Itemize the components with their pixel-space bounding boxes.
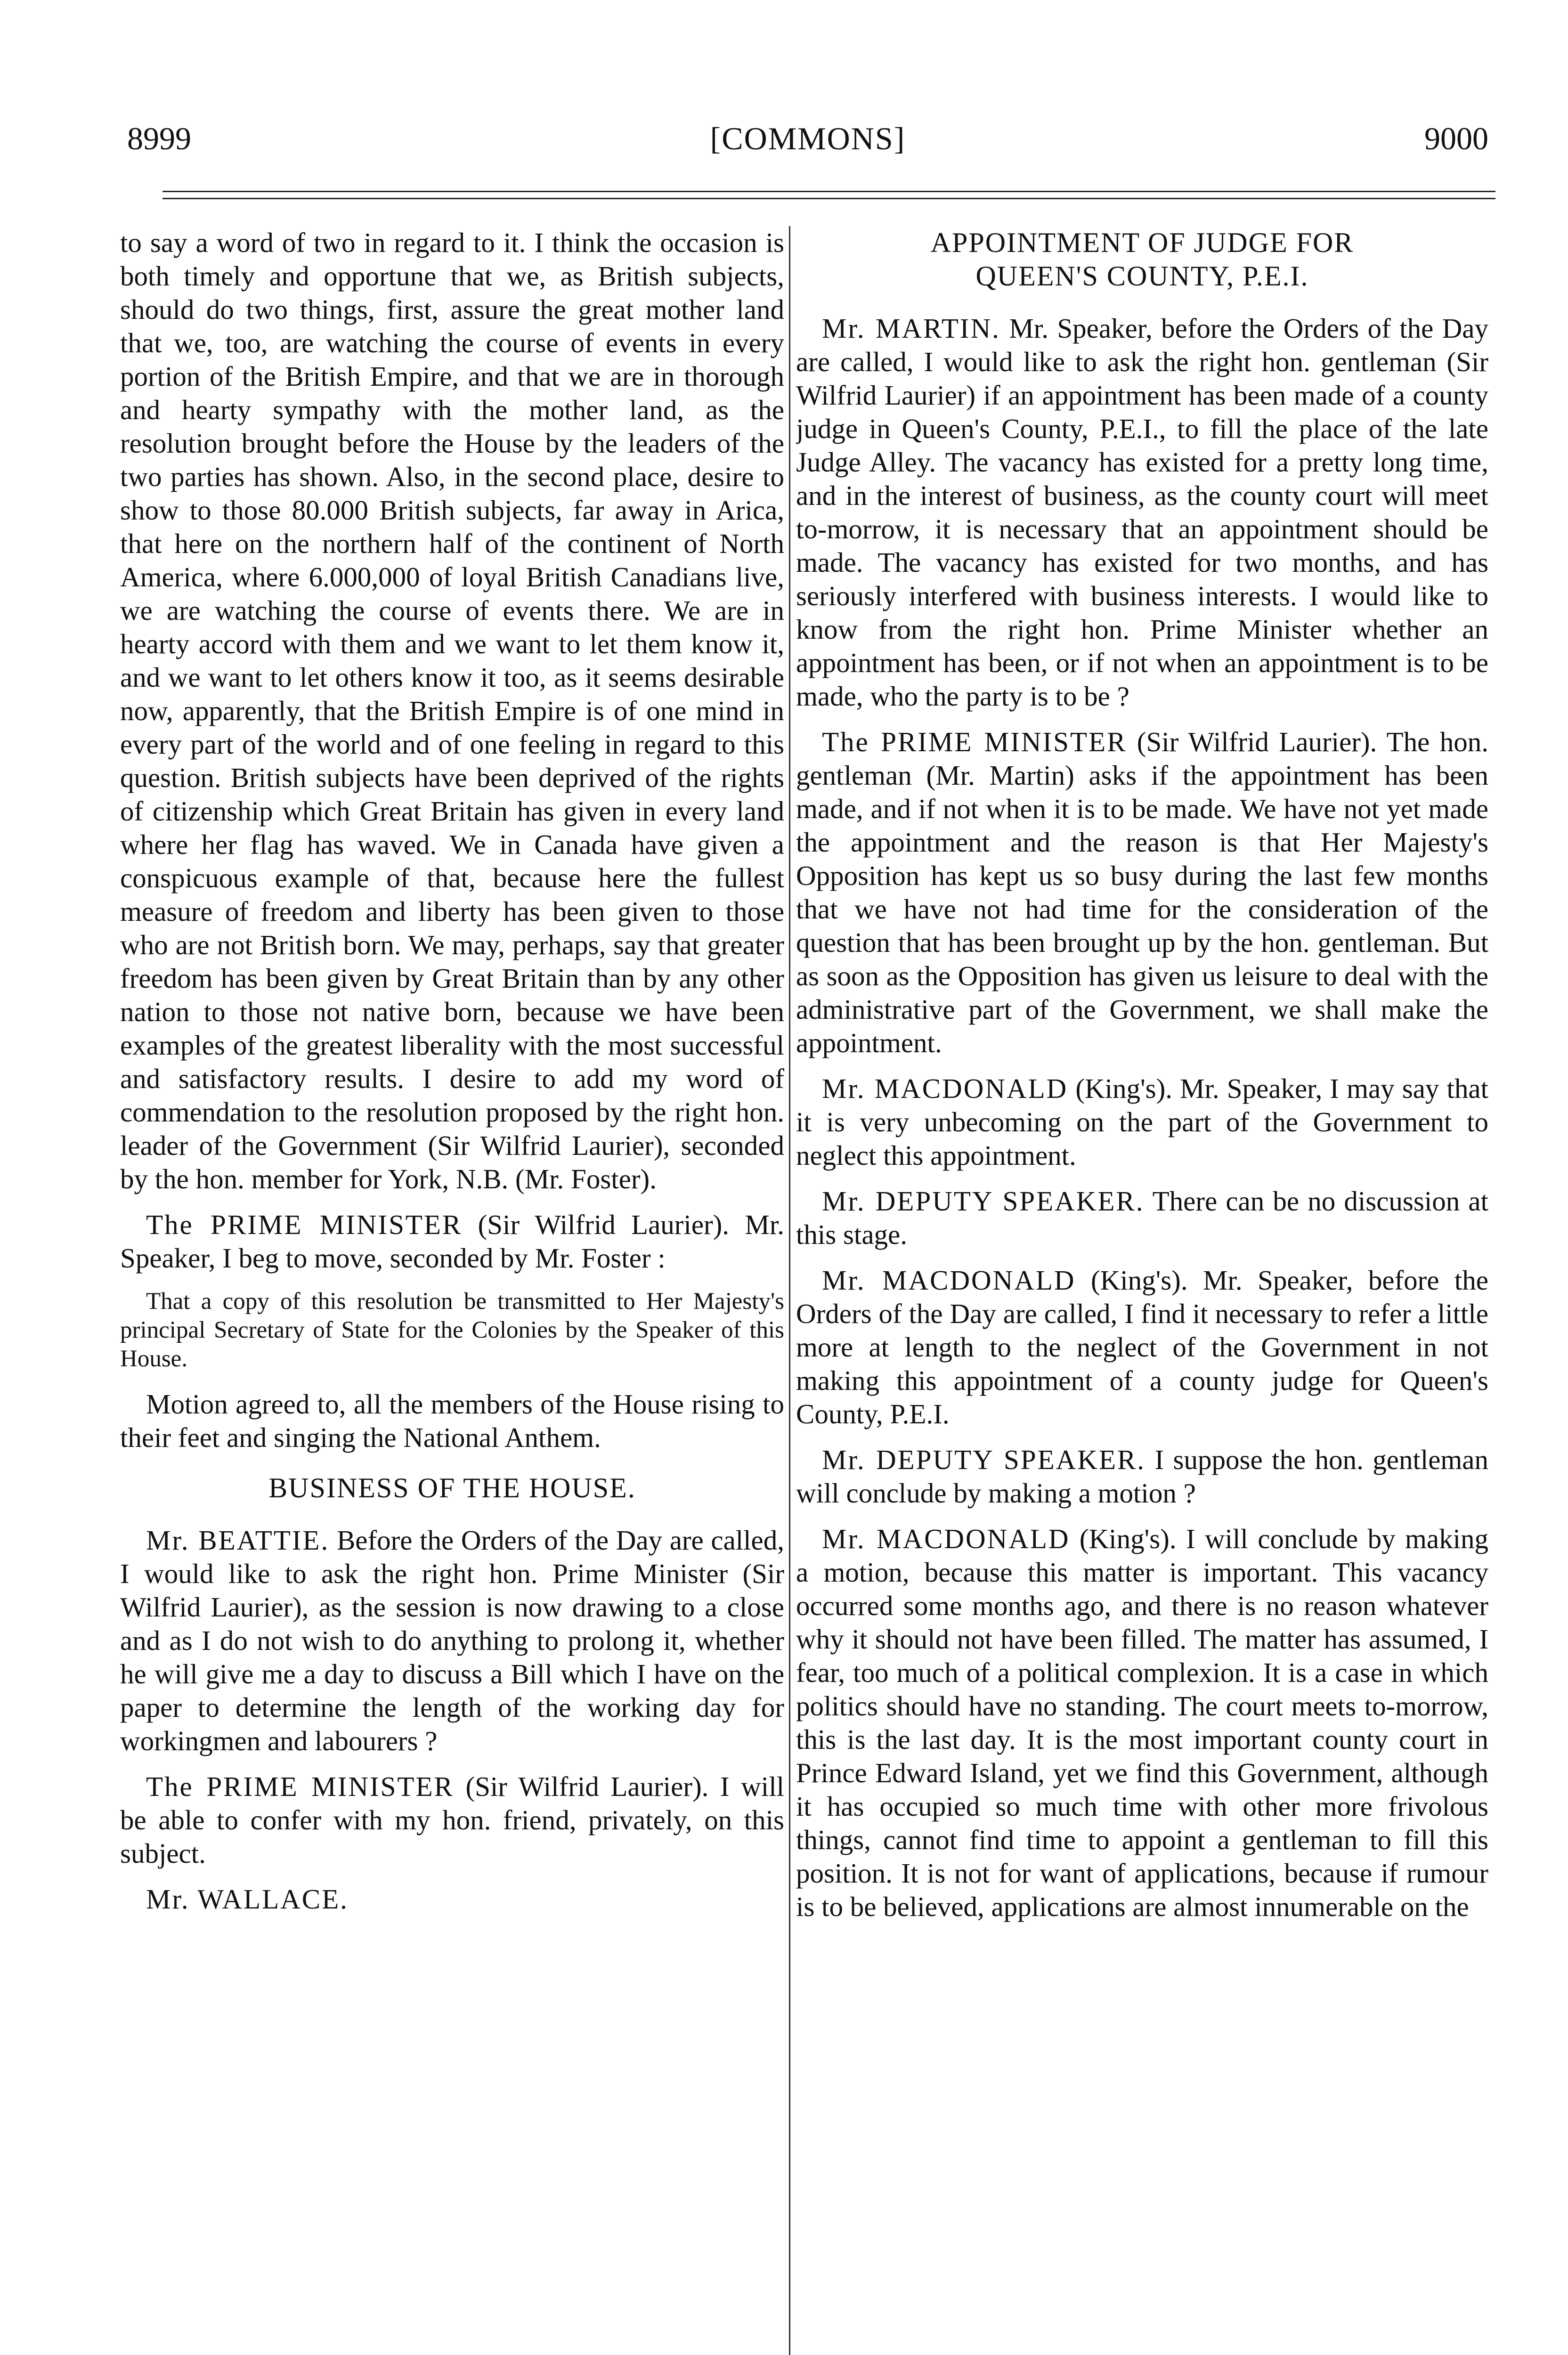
speaker-name: The PRIME MINISTER xyxy=(146,1209,463,1240)
right-paragraph-5 xyxy=(796,1264,1488,1431)
left-paragraph-2 xyxy=(120,1208,784,1275)
right-column xyxy=(796,226,1488,2355)
speech-text: Before the Orders of the Day are called, I would like to ask the right hon. Prime Minister (Sir Wilfrid Laurier), as the session is now drawing to a close and as I do not wish to do anything to prolong it, whether he will give me a day to discuss a Bill which I have on the paper to determine the length of the working day for workingmen and labourers ? xyxy=(120,1525,784,1756)
speech-text: There can be no discussion at this stage. xyxy=(796,1186,1488,1250)
right-paragraph-6 xyxy=(796,1443,1488,1510)
left-paragraph-4 xyxy=(120,1524,784,1758)
speech-text: (King's). Mr. Speaker, I may say that it is very unbecoming on the part of the Government to neglect this appointment. xyxy=(796,1073,1488,1171)
left-paragraph-5 xyxy=(120,1770,784,1870)
page-header xyxy=(127,101,1488,162)
speech-text: (King's). Mr. Speaker, before the Orders of the Day are called, I find it necessary to refer a little more at length to the neglect of the Government in not making this appointment of a county judge for Queen's County, P.E.I. xyxy=(796,1265,1488,1429)
heading-line: QUEEN'S COUNTY, P.E.I. xyxy=(975,260,1309,292)
speech-text: (Sir Wilfrid Laurier). Mr. Speaker, I beg to move, seconded by Mr. Foster : xyxy=(120,1209,784,1274)
speaker-name: Mr. DEPUTY SPEAKER. xyxy=(822,1444,1146,1475)
heading-line: APPOINTMENT OF JUDGE FOR xyxy=(930,227,1354,258)
header-rule-top xyxy=(162,191,1495,192)
speaker-name: Mr. MARTIN. xyxy=(822,313,1000,344)
speaker-name: Mr. MACDONALD xyxy=(822,1265,1076,1296)
section-heading-business: BUSINESS OF THE HOUSE. xyxy=(268,1472,636,1503)
speech-text: I suppose the hon. gentleman will conclude by making a motion ? xyxy=(796,1444,1488,1509)
right-paragraph-3 xyxy=(796,1072,1488,1172)
right-paragraph-1 xyxy=(796,312,1488,713)
speaker-name: Mr. DEPUTY SPEAKER. xyxy=(822,1186,1145,1217)
right-paragraph-4 xyxy=(796,1185,1488,1251)
page-title: [COMMONS] xyxy=(710,121,906,156)
right-paragraph-7 xyxy=(796,1522,1488,1924)
speech-text: (Sir Wilfrid Laurier). I will be able to confer with my hon. friend, privately, on this subject. xyxy=(120,1771,784,1869)
section-heading-appointment xyxy=(796,226,1488,293)
left-paragraph-6 xyxy=(120,1883,784,1916)
speaker-name: Mr. MACDONALD xyxy=(822,1073,1068,1104)
left-paragraph-1: to say a word of two in regard to it. I think the occasion is both timely and opportune that we, as British subjects, should do two things, first, assure the great mother land that we, too, are watching the course of events in every portion of the British Empire, and that we are in thorough and hearty sympathy with the mother land, as the resolution brought before the House by the leaders of the two parties has shown. Also, in the second place, desire to show to those 80.000 British subjects, far away in Arica, that here on the northern half of the continent of North America, where 6.000,000 of loyal British Canadians live, we are watching the course of events there. We are in hearty accord with them and we want to let them know it, and we want to let others know it too, as it seems desirable now, apparently, that the British Empire is of one mind in every part of the world and of one feeling in regard to this question. British subjects have been deprived of the rights of citizenship which Great Britain has given in every land where her flag has waved. We in Canada have given a conspicuous example of that, because here the fullest measure of freedom and liberty has been given to those who are not British born. We may, perhaps, say that greater freedom has been given by Great Britain than by any other nation to those not native born, because we have been examples of the greatest liberality with the most successful and satisfactory results. I desire to add my word of commendation to the resolution proposed by the right hon. leader of the Government (Sir Wilfrid Laurier), seconded by the hon. member for York, N.B. (Mr. Foster). xyxy=(120,227,784,1194)
speech-text: (King's). I will conclude by making a motion, because this matter is important. This vacancy occurred some months ago, and there is no reason whatever why it should not have been filled. The matter has assumed, I fear, too much of a political complexion. It is a case in which politics should have no standing. The court meets to-morrow, this is the last day. It is the most important county court in Prince Edward Island, yet we find this Government, although it has occupied so much time with other more frivolous things, cannot find time to appoint a gentleman to fill this position. It is not for want of applications, because if rumour is to be believed, applications are almost innumerable on the xyxy=(796,1523,1488,1922)
left-paragraph-3: Motion agreed to, all the members of the House rising to their feet and singing the National Anthem. xyxy=(120,1389,784,1453)
page-number-right: 9000 xyxy=(1424,121,1488,156)
right-paragraph-2 xyxy=(796,725,1488,1060)
speaker-name: Mr. WALLACE. xyxy=(146,1884,349,1915)
speech-text: (Sir Wilfrid Laurier). The hon. gentleman (Mr. Martin) asks if the appointment has been made, and if not when it is to be made. We have not yet made the appointment and the reason is that Her Majesty's Opposition has kept us so busy during the last few months that we have not had time for the consideration of the question that has been brought up by the hon. gentleman. But as soon as the Opposition has given us leisure to deal with the administrative part of the Government, we shall make the appointment. xyxy=(796,726,1488,1058)
speaker-name: Mr. BEATTIE. xyxy=(146,1525,330,1556)
page-number-left: 8999 xyxy=(127,121,191,156)
left-column xyxy=(120,226,784,2355)
speech-text: Mr. Speaker, before the Orders of the Day are called, I would like to ask the right hon. gentleman (Sir Wilfrid Laurier) if an appointment has been made of a county judge in Queen's County, P.E.I., to fill the place of the late Judge Alley. The vacancy has existed for a pretty long time, and in the interest of business, as the county court will meet to-morrow, it is necessary that an appointment should be made. The vacancy has existed for two months, and has seriously interfered with business interests. I would like to know from the right hon. Prime Minister whether an appointment has been, or if not when an appointment is to be made, who the party is to be ? xyxy=(796,313,1488,712)
speaker-name: Mr. MACDONALD xyxy=(822,1523,1070,1554)
speaker-name: The PRIME MINISTER xyxy=(822,726,1127,757)
header-rule-bottom xyxy=(162,198,1495,199)
motion-quote: That a copy of this resolution be transmitted to Her Majesty's principal Secretary of State for the Colonies by the Speaker of this House. xyxy=(120,1288,784,1372)
column-divider xyxy=(789,226,790,2355)
speaker-name: The PRIME MINISTER xyxy=(146,1771,454,1802)
